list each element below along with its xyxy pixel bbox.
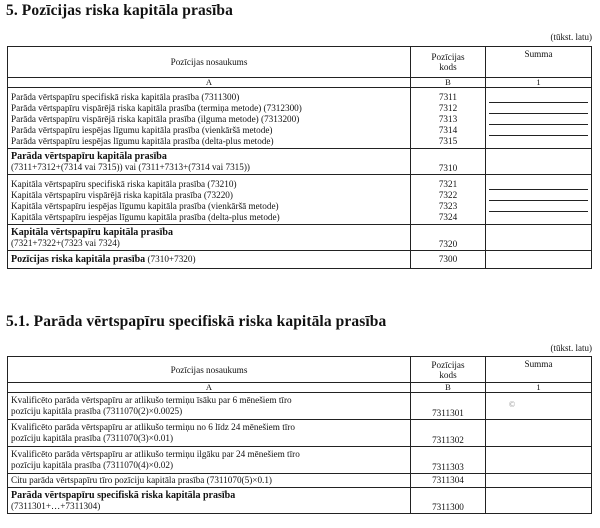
row-name: Kapitāla vērtspapīru vispārējā riska kapitāla prasība (73220) — [11, 189, 233, 200]
subtotal-title: Parāda vērtspapīru kapitāla prasība — [11, 150, 167, 162]
subtotal-code: 7320 — [411, 225, 486, 251]
row-code: 7323 — [438, 200, 458, 211]
total-formula: (7310+7320) — [147, 254, 196, 264]
row-code: 7311302 — [411, 420, 486, 447]
scan-mark: © — [509, 400, 516, 409]
section-title: 5.1. Parāda vērtspapīru specifiskā riska kapitāla prasība — [6, 313, 387, 330]
sum-cell[interactable] — [489, 190, 588, 201]
sum-cell[interactable] — [489, 175, 588, 190]
letter-b: B — [411, 383, 486, 393]
row-name: Kapitāla vērtspapīru iespējas līgumu kapitāla prasība (delta-plus metode) — [11, 211, 280, 222]
group-row — [8, 88, 592, 149]
letter-row — [8, 383, 592, 393]
row-code: 7315 — [438, 135, 458, 146]
row-name: Kapitāla vērtspapīru iespējas līgumu kapitāla prasība (vienkāršā metode) — [11, 200, 279, 211]
subtotal-formula: (7311+7312+(7314 vai 7315)) vai (7311+7313+(7314 vai 7315)) — [11, 161, 250, 172]
debt-securities-table — [7, 356, 592, 514]
subtotal-row — [8, 149, 592, 175]
header-row — [8, 47, 592, 78]
column-header-code: Pozīcijas kods — [411, 357, 486, 383]
letter-row — [8, 78, 592, 88]
total-code: 7311300 — [411, 488, 486, 514]
letter-b: B — [411, 78, 486, 88]
sum-cell[interactable] — [489, 88, 588, 103]
table-row: Kvalificēto parāda vērtspapīru ar atlikušo termiņu no 6 līdz 24 mēnešiem tīro pozīciju kapitāla prasība (7311070(3)×0.01) 7311302 — [8, 420, 592, 447]
table-row: Kvalificēto parāda vērtspapīru ar atlikušo termiņu ilgāku par 24 mēnešiem tīro pozīciju kapitāla prasība (7311070(4)×0.02) 7311303 — [8, 447, 592, 474]
row-code: 7311304 — [411, 474, 486, 488]
unit-label: (tūkst. latu) — [550, 32, 592, 42]
sum-cell[interactable] — [489, 114, 588, 125]
sum-cell[interactable] — [489, 125, 588, 136]
sum-cell[interactable] — [489, 103, 588, 114]
row-code: 7313 — [438, 113, 458, 124]
sum-cell[interactable] — [486, 488, 592, 514]
total-formula: (7311301+…+7311304) — [11, 500, 101, 511]
row-name: Kapitāla vērtspapīru specifiskā riska kapitāla prasība (73210) — [11, 178, 237, 189]
row-code: 7311 — [438, 91, 458, 102]
subtotal-formula: (7321+7322+(7323 vai 7324) — [11, 237, 120, 248]
subtotal-code: 7310 — [411, 149, 486, 175]
column-header-code: Pozīcijas kods — [411, 47, 486, 78]
table-row: Kvalificēto parāda vērtspapīru ar atlikušo termiņu īsāku par 6 mēnešiem tīro pozīciju kapitāla prasība (7311070(2)×0.0025) 7311301 — [8, 393, 592, 420]
letter-a: A — [8, 78, 411, 88]
sum-cell[interactable] — [486, 225, 592, 251]
total-row — [8, 488, 592, 514]
sum-cell[interactable] — [489, 212, 588, 224]
column-header-sum: Summa — [486, 357, 592, 383]
total-code: 7300 — [411, 251, 486, 269]
column-header-sum: Summa — [486, 47, 592, 78]
subtotal-row — [8, 225, 592, 251]
table-row: Citu parāda vērtspapīru tīro pozīciju kapitāla prasība (7311070(5)×0.1) 7311304 — [8, 474, 592, 488]
row-name: Parāda vērtspapīru vispārējā riska kapitāla prasība (ilguma metode) (7313200) — [11, 113, 300, 124]
header-row — [8, 357, 592, 383]
row-code: 7311301 — [411, 393, 486, 420]
sum-cell[interactable] — [486, 393, 592, 420]
row-code: 7324 — [438, 211, 458, 222]
row-code: 7311303 — [411, 447, 486, 474]
letter-1: 1 — [486, 383, 592, 393]
row-name: Parāda vērtspapīru iespējas līgumu kapitāla prasība (vienkāršā metode) — [11, 124, 273, 135]
unit-label: (tūkst. latu) — [550, 343, 592, 353]
sum-cell[interactable] — [489, 136, 588, 148]
row-name: Parāda vērtspapīru iespējas līgumu kapitāla prasība (delta-plus metode) — [11, 135, 274, 146]
column-header-name: Pozīcijas nosaukums — [8, 357, 411, 383]
sum-cell[interactable] — [486, 251, 592, 269]
row-name: Parāda vērtspapīru specifiskā riska kapitāla prasība (7311300) — [11, 91, 240, 102]
total-row — [8, 251, 592, 269]
row-name: Parāda vērtspapīru vispārējā riska kapitāla prasība (termiņa metode) (7312300) — [11, 102, 302, 113]
row-code: 7314 — [438, 124, 458, 135]
total-title: Parāda vērtspapīru specifiskā riska kapitāla prasība — [11, 489, 236, 501]
subtotal-title: Kapitāla vērtspapīru kapitāla prasība — [11, 226, 173, 238]
row-code: 7322 — [438, 189, 458, 200]
letter-1: 1 — [486, 78, 592, 88]
sum-cell[interactable] — [486, 474, 592, 488]
group-row — [8, 175, 592, 225]
row-code: 7312 — [438, 102, 458, 113]
sum-cell[interactable] — [489, 201, 588, 212]
row-code: 7321 — [438, 178, 458, 189]
total-title: Pozīcijas riska kapitāla prasība — [11, 254, 146, 265]
section-title: 5. Pozīcijas riska kapitāla prasība — [6, 2, 233, 19]
sum-cell[interactable] — [486, 149, 592, 175]
column-header-name: Pozīcijas nosaukums — [8, 47, 411, 78]
sum-cell[interactable] — [486, 420, 592, 447]
letter-a: A — [8, 383, 411, 393]
position-risk-table — [7, 46, 592, 269]
sum-cell[interactable] — [486, 447, 592, 474]
